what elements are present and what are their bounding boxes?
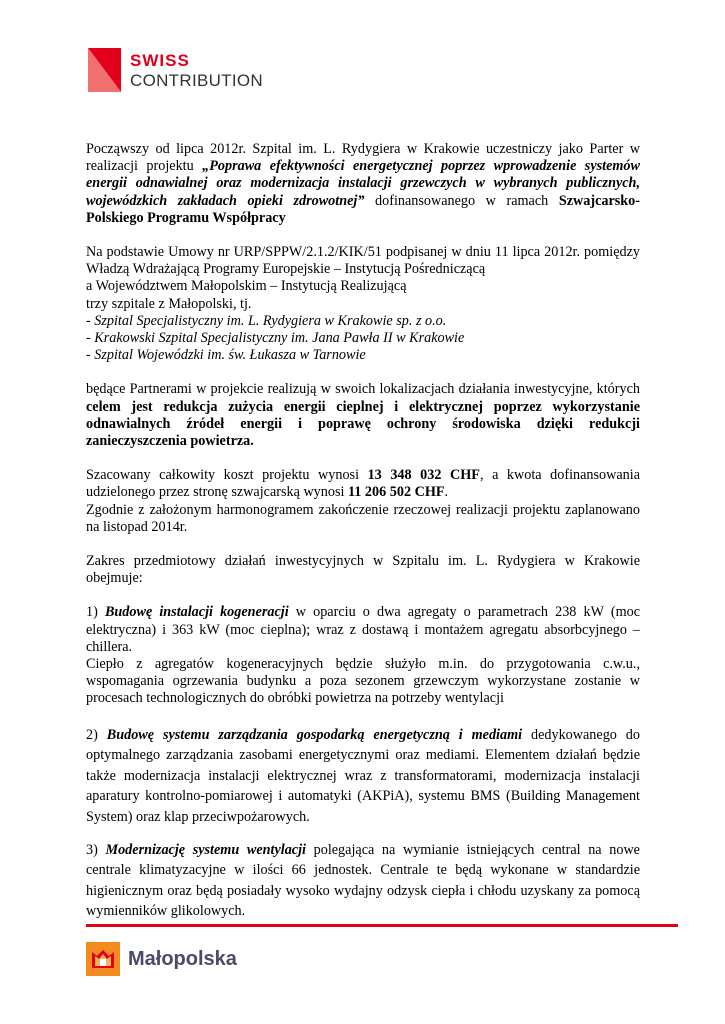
total-cost: 13 348 032 CHF bbox=[367, 467, 480, 484]
text: , a kwota dofinansowania udzielonego przez stronę szwajcarską wynosi bbox=[86, 467, 640, 501]
text: a Województwem Małopolskim – Instytucją Realizującą bbox=[86, 278, 407, 295]
document-body bbox=[86, 141, 640, 934]
item-title: Budowę instalacji kogeneracji bbox=[104, 604, 289, 621]
hospital-item: - Szpital Specjalistyczny im. L. Rydygiera w Krakowie sp. z o.o. bbox=[86, 312, 447, 329]
item-number: 2) bbox=[86, 726, 107, 743]
item-title: Modernizację systemu wentylacji bbox=[105, 841, 306, 858]
malopolska-logo-text: Małopolska bbox=[128, 948, 237, 970]
paragraph-intro bbox=[86, 141, 640, 227]
paragraph-partners bbox=[86, 381, 640, 450]
malopolska-emblem-icon bbox=[86, 942, 120, 976]
program-name: Szwajcarsko-Polskiego Programu Współpracy bbox=[86, 192, 640, 226]
text: polegająca na wymianie istniejących central na nowe centrale klimatyzacyjne w ilości 66 jednostek. Centrale te będą wykonane w standardzie higienicznym oraz będą posiadały wysoko wydajny odzysk ciepła i chłodu uzyskany za pomocą wymienników glikolowych. bbox=[86, 841, 640, 920]
logo-contribution-text: CONTRIBUTION bbox=[130, 71, 263, 90]
list-item-1 bbox=[86, 604, 640, 707]
project-title: „Poprawa efektywności energetycznej poprzez wprowadzenie systemów energii odnawialnej oraz modernizacja instalacji grzewczych w wybranych publicznych, wojewódzkich zakładach opieki zdrowotnej” bbox=[86, 158, 640, 209]
text: Szacowany całkowity koszt projektu wynosi bbox=[86, 467, 368, 484]
text: Na podstawie Umowy nr URP/SPPW/2.1.2/KIK/51 podpisanej w dniu 11 lipca 2012r. pomiędzy Władzą Wdrażającą Programy Europejskie – Instytucją Pośredniczącą bbox=[86, 244, 640, 278]
hospital-item: - Krakowski Szpital Specjalistyczny im. Jana Pawła II w Krakowie bbox=[86, 330, 465, 347]
project-goal: celem jest redukcja zużycia energii cieplnej i elektrycznej poprzez wykorzystanie odnawialnych źródeł energii i poprawę ochrony środowiska dzięki redukcji zanieczyszczenia powietrza. bbox=[86, 398, 640, 450]
text: trzy szpitale z Małopolski, tj. bbox=[86, 295, 252, 312]
item-number: 3) bbox=[86, 841, 106, 858]
logo-swiss-text: SWISS bbox=[130, 51, 190, 70]
hospital-item: - Szpital Wojewódzki im. św. Łukasza w Tarnowie bbox=[86, 347, 366, 364]
paragraph-scope: Zakres przedmiotowy działań inwestycyjnych w Szpitalu im. L. Rydygiera w Krakowie obejmuje: bbox=[86, 553, 640, 587]
text: Począwszy od lipca 2012r. Szpital im. L. Rydygiera w Krakowie uczestniczy jako Parter w realizacji projektu bbox=[86, 141, 640, 175]
text: . bbox=[444, 484, 449, 501]
item-number: 1) bbox=[86, 604, 105, 621]
grant-amount: 11 206 502 CHF bbox=[347, 484, 445, 501]
paragraph-cost bbox=[86, 467, 640, 536]
swiss-logo-icon bbox=[88, 48, 121, 92]
text: dedykowanego do optymalnego zarządzania zasobami energetycznymi oraz mediami. Elementem działań będzie także modernizacja instalacji elektrycznej wraz z transformatorami, modernizacja instalacji aparatury kontrolno-pomiarowej i automatyki (AKPiA), systemu BMS (Building Management System) oraz klap przeciwpożarowych. bbox=[86, 726, 640, 826]
text: w oparciu o dwa agregaty o parametrach 238 kW (moc elektryczna) i 363 kW (moc cieplna); wraz z dostawą i montażem agregatu absorbcyjnego – chillera. bbox=[86, 604, 640, 655]
item-title: Budowę systemu zarządzania gospodarką energetyczną i mediami bbox=[106, 726, 523, 743]
text: dofinansowanego w ramach bbox=[364, 192, 559, 209]
text: będące Partnerami w projekcie realizują w swoich lokalizacjach działania inwestycyjne, których bbox=[86, 381, 640, 398]
text: Ciepło z agregatów kogeneracyjnych będzie służyło m.in. do przygotowania c.w.u., wspomagania ogrzewania budynku a poza sezonem grzewczym wykorzystane zostanie w procesach technologicznych do obróbki powietrza na potrzeby wentylacji bbox=[86, 656, 640, 707]
paragraph-agreement bbox=[86, 244, 640, 364]
schedule-text: Zgodnie z założonym harmonogramem zakończenie rzeczowej realizacji projektu zaplanowano na listopad 2014r. bbox=[86, 501, 640, 535]
list-item-3 bbox=[86, 840, 640, 922]
footer-divider bbox=[86, 924, 678, 927]
list-item-2 bbox=[86, 725, 640, 828]
